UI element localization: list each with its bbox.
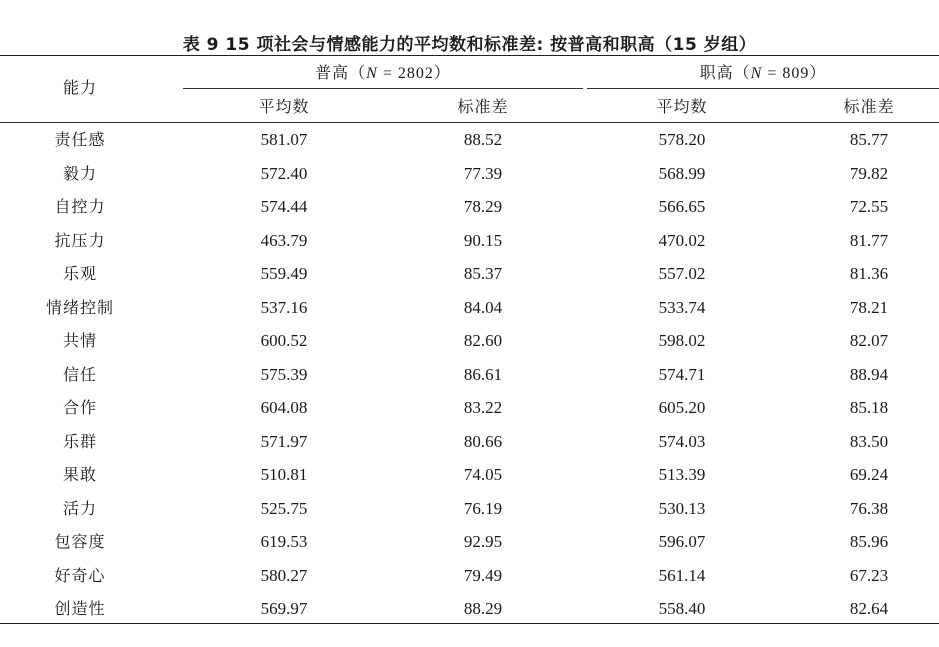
row-label: 果敢 <box>62 465 97 484</box>
cell-g1-sd: 85.37 <box>463 264 503 283</box>
cell-g2-mean: 605.20 <box>658 398 706 417</box>
cell-g1-mean: 575.39 <box>260 364 308 384</box>
cell-g1-mean: 600.52 <box>260 331 308 350</box>
cell-g2-mean: 513.39 <box>658 465 706 484</box>
bottom-rule <box>0 623 939 624</box>
row-label: 乐群 <box>62 431 97 451</box>
cell-g1-sd: 90.15 <box>463 230 503 250</box>
header-g2-mean: 平均数 <box>656 97 708 116</box>
row-label: 抗压力 <box>54 230 106 250</box>
table-caption: 表 9 15 项社会与情感能力的平均数和标准差: 按普高和职高（15 岁组） <box>182 35 757 55</box>
header-g1-sd: 标准差 <box>457 97 509 116</box>
cell-g1-sd: 82.60 <box>463 331 503 350</box>
cell-g2-mean: 557.02 <box>658 264 706 283</box>
group1-underline <box>183 88 583 89</box>
cell-g1-mean: 571.97 <box>260 431 308 451</box>
cell-g1-mean: 537.16 <box>260 297 308 317</box>
cell-g2-sd: 82.07 <box>849 331 889 350</box>
cell-g1-sd: 77.39 <box>463 163 503 183</box>
cell-g2-mean: 578.20 <box>658 130 706 149</box>
header-group1: 普高（N = 2802） <box>315 63 451 82</box>
cell-g2-sd: 81.36 <box>849 264 889 283</box>
cell-g1-sd: 86.61 <box>463 364 503 384</box>
cell-g1-mean: 510.81 <box>260 465 308 484</box>
cell-g1-sd: 92.95 <box>463 532 503 551</box>
cell-g2-mean: 574.71 <box>658 364 706 384</box>
cell-g1-mean: 581.07 <box>260 130 308 149</box>
row-label: 责任感 <box>54 130 106 149</box>
cell-g2-sd: 88.94 <box>849 364 889 384</box>
cell-g2-mean: 596.07 <box>658 532 706 551</box>
cell-g1-sd: 76.19 <box>463 498 503 518</box>
cell-g1-mean: 572.40 <box>260 163 308 183</box>
row-label: 自控力 <box>54 197 106 216</box>
cell-g1-sd: 83.22 <box>463 398 503 417</box>
row-label: 毅力 <box>62 163 97 183</box>
cell-g2-sd: 85.77 <box>849 130 889 149</box>
row-label: 活力 <box>62 498 97 518</box>
cell-g2-sd: 79.82 <box>849 163 889 183</box>
cell-g2-sd: 82.64 <box>849 599 889 618</box>
cell-g1-sd: 74.05 <box>463 465 503 484</box>
header-g1-mean: 平均数 <box>258 97 310 116</box>
cell-g1-mean: 604.08 <box>260 398 308 417</box>
cell-g2-mean: 533.74 <box>658 297 706 317</box>
cell-g2-mean: 568.99 <box>658 163 706 183</box>
header-ability: 能力 <box>62 78 97 97</box>
header-g2-sd: 标准差 <box>843 97 895 116</box>
cell-g2-sd: 85.96 <box>849 532 889 551</box>
cell-g2-mean: 470.02 <box>658 230 706 250</box>
cell-g2-sd: 69.24 <box>849 465 889 484</box>
cell-g1-sd: 78.29 <box>463 197 503 216</box>
row-label: 共情 <box>62 331 97 350</box>
cell-g1-sd: 84.04 <box>463 297 503 317</box>
cell-g1-sd: 80.66 <box>463 431 503 451</box>
cell-g1-mean: 619.53 <box>260 532 308 551</box>
header-group2: 职高（N = 809） <box>699 63 827 82</box>
cell-g1-mean: 559.49 <box>260 264 308 283</box>
cell-g1-sd: 88.29 <box>463 599 503 618</box>
cell-g2-sd: 78.21 <box>849 297 889 317</box>
cell-g2-mean: 574.03 <box>658 431 706 451</box>
row-label: 创造性 <box>54 599 106 618</box>
cell-g2-mean: 566.65 <box>658 197 706 216</box>
row-label: 合作 <box>62 398 97 417</box>
cell-g2-mean: 530.13 <box>658 498 706 518</box>
cell-g1-mean: 525.75 <box>260 498 308 518</box>
cell-g2-sd: 76.38 <box>849 498 889 518</box>
cell-g2-sd: 67.23 <box>849 565 889 585</box>
row-label: 信任 <box>62 364 97 384</box>
row-label: 好奇心 <box>54 565 106 585</box>
row-label: 包容度 <box>54 532 106 551</box>
row-label: 情绪控制 <box>45 297 114 317</box>
cell-g1-sd: 79.49 <box>463 565 503 585</box>
cell-g2-sd: 85.18 <box>849 398 889 417</box>
cell-g1-mean: 580.27 <box>260 565 308 585</box>
cell-g2-sd: 83.50 <box>849 431 889 451</box>
cell-g2-mean: 561.14 <box>658 565 706 585</box>
cell-g1-mean: 463.79 <box>260 230 308 250</box>
cell-g2-mean: 558.40 <box>658 599 706 618</box>
cell-g2-sd: 72.55 <box>849 197 889 216</box>
cell-g1-sd: 88.52 <box>463 130 503 149</box>
cell-g1-mean: 574.44 <box>260 197 308 216</box>
row-label: 乐观 <box>62 264 97 283</box>
cell-g1-mean: 569.97 <box>260 599 308 618</box>
cell-g2-sd: 81.77 <box>849 230 889 250</box>
group2-underline <box>587 88 939 89</box>
cell-g2-mean: 598.02 <box>658 331 706 350</box>
